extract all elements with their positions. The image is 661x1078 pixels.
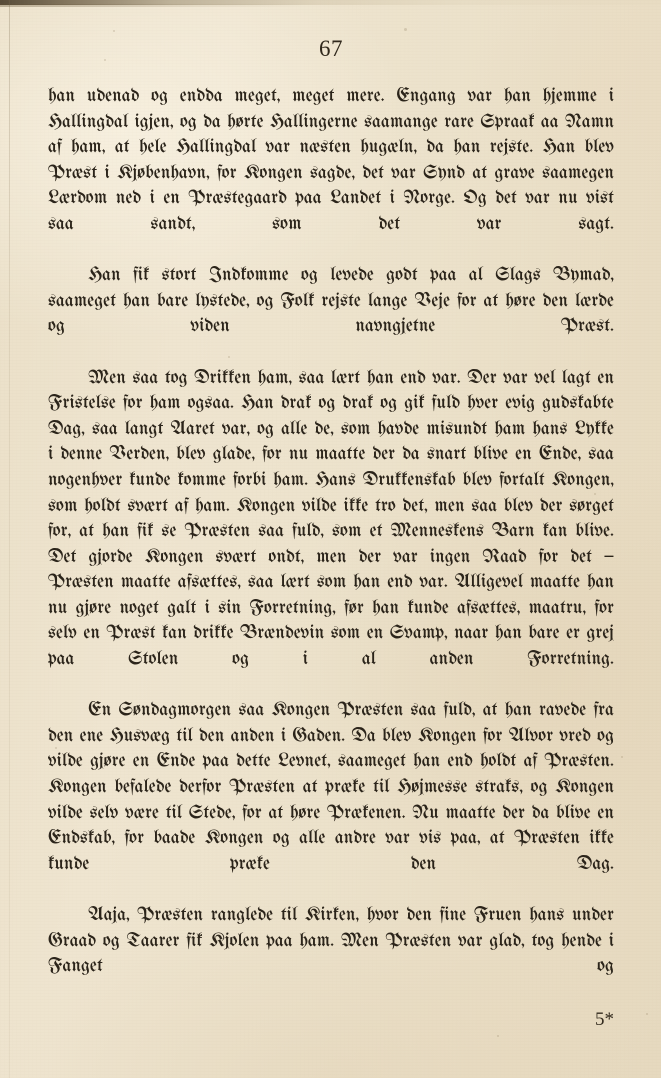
- scan-edge-left: [9, 0, 10, 1078]
- page-content: [48, 0, 614, 1005]
- scan-speck: [646, 1013, 648, 1015]
- paragraph: Aaja, Præsten ranglede til Kirken, hvor den fine Fruen hans under Graad og Taarer fik Kjolen paa ham. Men Præsten var glad, tog hende i Fanget og: [48, 905, 614, 977]
- page-number: 67: [319, 36, 343, 61]
- paragraph: han udenad og endda meget, meget mere. Engang var han hjemme i Hallingdal igjen, og da hørte Hallingerne saamange rare Spraak aa Namn af ham, at hele Hallingdal var næsten hugæln, da han rejste. Han blev Præst i Kjøbenhavn, for Kongen sagde, det var Synd at grave saamegen Lærdom ned i en Præstegaard paa Landet i Norge. Og det var nu vist saa sandt, som det var sagt.: [48, 86, 614, 234]
- paragraph: En Søndagmorgen saa Kongen Præsten saa fuld, at han ravede fra den ene Husvæg til den anden i Gaden. Da blev Kongen for Alvor vred og vilde gjøre en Ende paa dette Levnet, saameget han end holdt af Præsten. Kongen befalede derfor Præsten at præke til Højmesse straks, og Kongen vilde selv være til Stede, for at høre Prækenen. Nu maatte der da blive en Endskab, for baade Kongen og alle andre var vis paa, at Præsten ikke kunde præke den Dag.: [48, 700, 614, 874]
- signature-mark: 5*: [595, 1009, 614, 1030]
- paragraph: Men saa tog Drikken ham, saa lært han end var. Der var vel lagt en Fristelse for ham ogsaa. Han drak og drak og gik fuld hver evig gudskabte Dag, saa langt Aaret var, og alle de, som havde misundt ham hans Lykke i denne Verden, blev glade, for nu maatte der da snart blive en Ende, saa nogenhver kunde komme forbi ham. Hans Drukkenskab blev fortalt Kongen, som holdt svært af ham. Kongen vilde ikke tro det, men saa blev der sørget for, at han fik se Præsten saa fuld, som et Menneskens Barn kan blive. Det gjorde Kongen svært ondt, men der var ingen Raad for det — Præsten maatte afsættes, saa lært som han end var. Alligevel maatte han nu gjøre noget galt i sin Forretning, før han kunde afsættes, maatru, for selv en Præst kan drikke Brændevin som en Svamp, naar han bare er grej paa Stolen og i al anden Forretning.: [48, 367, 614, 670]
- scan-speck: [497, 1035, 499, 1037]
- paragraph: Han fik stort Indkomme og levede godt paa al Slags Bymad, saameget han bare lystede, og Folk rejste lange Veje for at høre den lærde og viden navngjetne Præst.: [48, 265, 614, 337]
- scan-speck: [621, 756, 623, 758]
- body-text: [48, 84, 614, 1005]
